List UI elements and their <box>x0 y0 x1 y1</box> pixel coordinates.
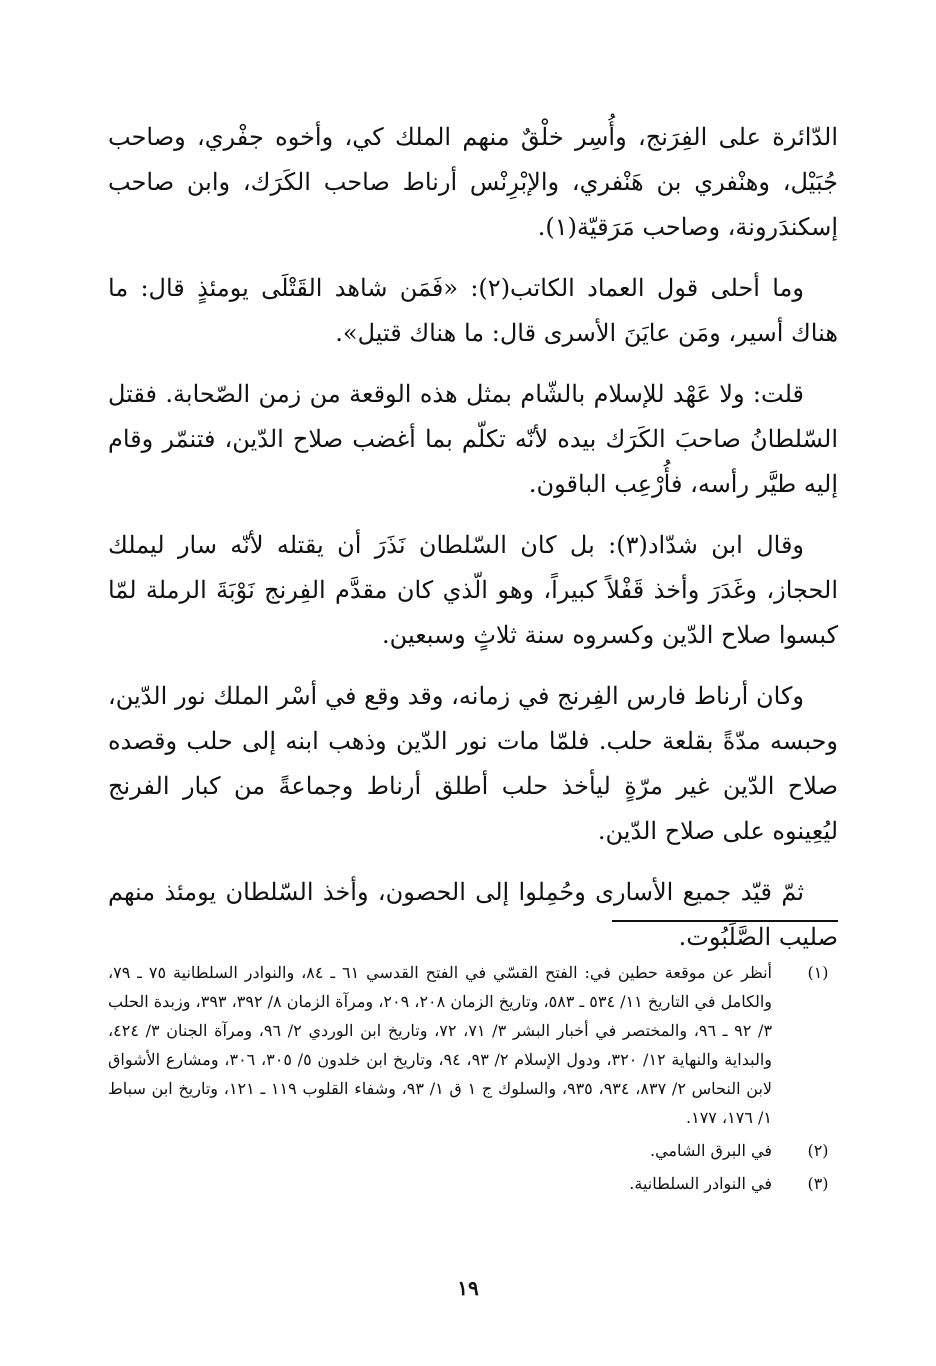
footnote-number: (٣) <box>807 1174 829 1193</box>
footnote-divider <box>612 920 838 922</box>
page-number: ١٩ <box>457 1276 479 1300</box>
footnote <box>108 958 838 1132</box>
paragraph: وقال ابن شدّاد(٣): بل كان السّلطان نَذَرَ أن يقتله لأنّه سار ليملك الحجاز، وغَدَرَ وأخذ قَفْلاً كبيراً، وهو الّذي كان مقدَّم الفِرنج نَوْبَةَ الرملة لمّا كبسوا صلاح الدّين وكسروه سنة ثلاثٍ وسبعين. <box>108 531 838 649</box>
footnote-text: في البرق الشامي. <box>649 1141 772 1160</box>
paragraph: قلت: ولا عَهْد للإسلام بالشّام بمثل هذه الوقعة من زمن الصّحابة. فقتل السّلطانُ صاحبَ الكَرَك بيده لأنّه تكلّم بما أغضب صلاح الدّين، فتنمّر وقام إليه طيَّر رأسه، فأُرْعِب الباقون. <box>108 380 838 498</box>
footnote <box>108 1169 838 1198</box>
footnote <box>108 1136 838 1165</box>
footnote-number: (٢) <box>807 1141 829 1160</box>
footnote-text: أنظر عن موقعة حطين في: الفتح القسّي في الفتح القدسي ٦١ ـ ٨٤، والنوادر السلطانية ٧٥ ـ ٧٩، والكامل في التاريخ ١١/ ٥٣٤ ـ ٥٨٣، وتاريخ الزمان ٢٠٨، ٢٠٩، ومرآة الزمان ٨/ ٣٩٢، ٣٩٣، وزبدة الحلب ٣/ ٩٢ ـ ٩٦، والمختصر في أخبار البشر ٣/ ٧١، ٧٢، وتاريخ ابن الوردي ٢/ ٩٦، ومرآة الجنان ٣/ ٤٢٤، والبداية والنهاية ١٢/ ٣٢٠، ودول الإسلام ٢/ ٩٣، ٩٤، وتاريخ ابن خلدون ٥/ ٣٠٥، ٣٠٦، ومشارع الأشواق لابن النحاس ٢/ ٨٣٧، ٩٣٤، ٩٣٥، والسلوك ج ١ ق ١/ ٩٣، وشفاء القلوب ١١٩ ـ ١٢١، وتاريخ ابن سباط ١/ ١٧٦، ١٧٧. <box>108 963 773 1127</box>
footnote-number: (١) <box>807 963 829 982</box>
footnotes <box>108 958 838 1202</box>
paragraph: وما أحلى قول العماد الكاتب(٢): «فَمَن شاهد القَتْلَى يومئذٍ قال: ما هناك أسير، ومَن عايَنَ الأسرى قال: ما هناك قتيل». <box>108 274 838 347</box>
footnote-text: في النوادر السلطانية. <box>629 1174 772 1193</box>
paragraph: وكان أرناط فارس الفِرنج في زمانه، وقد وقع في أسْر الملك نور الدّين، وحبسه مدّةً بقلعة حلب. فلمّا مات نور الدّين وذهب ابنه إلى حلب وقصده صلاح الدّين غير مرّةٍ ليأخذ حلب أطلق أرناط وجماعةً من كبار الفرنج ليُعِينوه على صلاح الدّين. <box>108 682 838 845</box>
paragraph: الدّائرة على الفِرَنج، وأُسِر خلْقٌ منهم الملك كي، وأخوه جفْري، وصاحب جُبَيْل، وهنْفري بن هَنْفري، والإبْرِنْس أرناط صاحب الكَرَك، وابن صاحب إسكندَرونة، وصاحب مَرَقيّة(١). <box>108 123 838 241</box>
paragraph: ثمّ قيّد جميع الأسارى وحُمِلوا إلى الحصون، وأخذ السّلطان يومئذ منهم صليب الصَّلَبُوت. <box>108 878 838 951</box>
main-text <box>108 115 838 976</box>
